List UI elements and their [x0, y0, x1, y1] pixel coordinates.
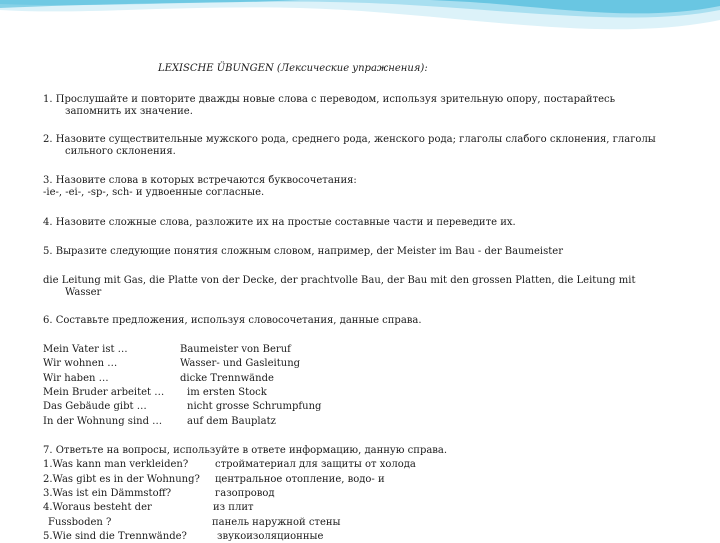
exercise-4: 4. Назовите сложные слова, разложите их на простые составные части и переведите их. — [43, 217, 516, 228]
exercise-2-line-1: 2. Назовите существительные мужского рода, среднего рода, женского рода; глаголы слабого склонения, глаголы — [43, 134, 656, 145]
exercise-5-examples-line-1: die Leitung mit Gas, die Platte von der Decke, der prachtvolle Bau, der Bau mit den grossen Platten, die Leitung mit — [43, 275, 636, 286]
ex6-left-3: Wir haben … — [43, 373, 109, 384]
ex6-right-6: auf dem Bauplatz — [187, 416, 276, 427]
exercise-3-line-2: -ie-, -ei-, -sp-, sch- и удвоенные согласные. — [43, 187, 265, 198]
ex6-left-4: Mein Bruder arbeitet … — [43, 387, 165, 398]
ex7-right-2: центральное отопление, водо- и — [215, 474, 385, 485]
exercise-3-line-1: 3. Назовите слова в которых встречаются буквосочетания: — [43, 175, 357, 186]
ex7-left-5: Fussboden ? — [48, 517, 112, 528]
ex7-left-1: 1.Was kann man verkleiden? — [43, 459, 189, 470]
ex6-right-1: Baumeister von Beruf — [180, 344, 291, 355]
ex7-left-2: 2.Was gibt es in der Wohnung? — [43, 474, 200, 485]
ex6-left-1: Mein Vater ist … — [43, 344, 128, 355]
exercise-1 — [43, 94, 683, 118]
ex7-right-6: звукоизоляционные — [217, 531, 324, 542]
exercise-3 — [43, 175, 683, 199]
exercise-7-heading: 7. Ответьте на вопросы, используйте в ответе информацию, данную справа. — [43, 445, 448, 456]
ex7-right-1: стройматериал для защиты от холода — [215, 459, 416, 470]
ex6-right-2: Wasser- und Gasleitung — [180, 358, 301, 369]
ex6-left-6: In der Wohnung sind … — [43, 416, 163, 427]
ex7-left-4: 4.Woraus besteht der — [43, 502, 152, 513]
ex6-right-5: nicht grosse Schrumpfung — [187, 401, 322, 412]
ex6-right-4: im ersten Stock — [187, 387, 267, 398]
exercise-1-line-1: 1. Прослушайте и повторите дважды новые слова с переводом, используя зрительную опору, постарайтесь — [43, 94, 616, 105]
exercise-5: 5. Выразите следующие понятия сложным словом, например, der Meister im Bau - der Baumeister — [43, 246, 563, 257]
exercise-6: 6. Составьте предложения, используя словосочетания, данные справа. — [43, 315, 422, 326]
slide-title: LEXISCHE ÜBUNGEN (Лексические упражнения): — [158, 63, 428, 74]
ex7-left-6: 5.Wie sind die Trennwände? — [43, 531, 187, 542]
ex7-right-4: из плит — [213, 502, 254, 513]
exercise-1-line-2: запомнить их значение. — [65, 106, 193, 117]
exercise-5-examples-line-2: Wasser — [65, 287, 102, 298]
ex7-right-5: панель наружной стены — [212, 517, 341, 528]
exercise-5-examples — [43, 275, 683, 299]
ex6-left-2: Wir wohnen … — [43, 358, 118, 369]
exercise-2-line-2: сильного склонения. — [65, 146, 176, 157]
ex6-left-5: Das Gebäude gibt … — [43, 401, 147, 412]
ex6-right-3: dicke Trennwände — [180, 373, 274, 384]
ex7-left-3: 3.Was ist ein Dämmstoff? — [43, 488, 172, 499]
ex7-right-3: газопровод — [215, 488, 275, 499]
exercise-2 — [43, 134, 683, 158]
